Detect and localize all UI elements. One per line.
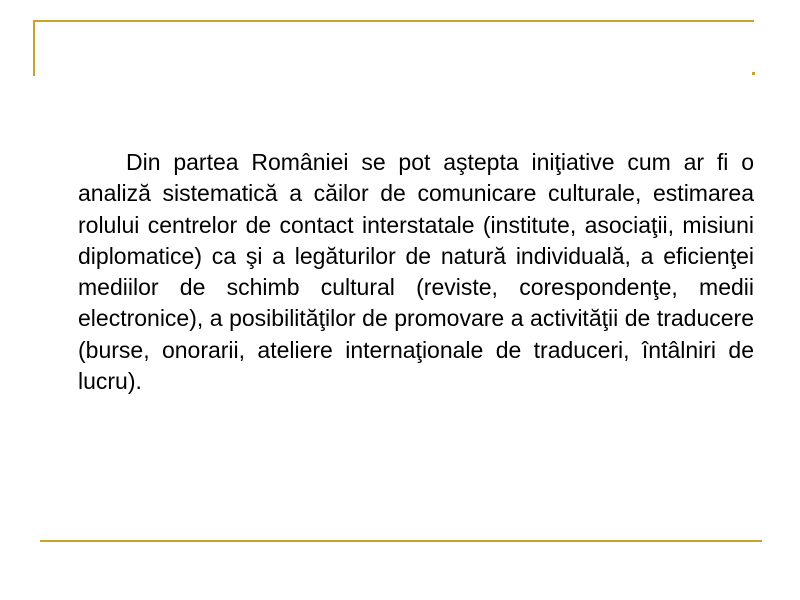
frame-top-rule — [33, 20, 754, 22]
frame-bottom-rule — [40, 540, 762, 542]
frame-accent-mark — [752, 72, 755, 75]
slide-body-paragraph: Din partea României se pot aştepta iniţiative cum ar fi o analiză sistematică a căilor de comunicare culturale, estimarea rolului centrelor de contact interstatale (institute, asociaţii, misiuni diplomatice) ca şi a legăturilor de natură individuală, a eficienţei mediilor de schimb cultural (reviste, corespondenţe, medii electronice), a posibilităţilor de promovare a activităţii de traducere (burse, onorarii, ateliere internaţionale de traduceri, întâlniri de lucru). — [78, 149, 754, 395]
frame-left-rule — [33, 20, 35, 76]
